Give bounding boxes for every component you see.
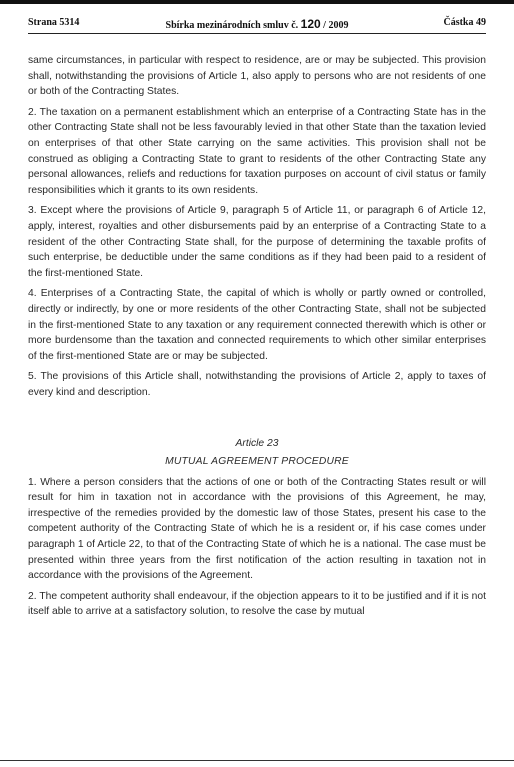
issue-year: / 2009 [323, 20, 349, 31]
article-23-title: Article 23 [235, 438, 279, 450]
article-23-paragraph-2: 2. The competent authority shall endeavour, if the objection appears to it to be justified and if it is not itself able to arrive at a satisfactory solution, to resolve the case by mutual [28, 590, 486, 618]
page-number-label: Strana 5314 [28, 17, 80, 28]
article-23-subtitle: MUTUAL AGREEMENT PROCEDURE [165, 456, 349, 468]
paragraph-4: 4. Enterprises of a Contracting State, the capital of which is wholly or partly owned or controlled, directly or indirectly, by one or more residents of the other Contracting State, shall not be subjected in the first-mentioned State to any taxation or any requirement connected therewith which is other or more burdensome than the taxation and connected requirements to which other similar enterprises of the first-mentioned State are or may be subjected. [28, 288, 486, 362]
collection-title [28, 17, 486, 31]
bottom-border-rule [0, 760, 514, 761]
page-body [28, 53, 486, 625]
paragraph-2: 2. The taxation on a permanent establishment which an enterprise of a Contracting State has in the other Contracting State shall not be less favourably levied in that other State than the taxation levied on enterprises of that other State carrying on the same activities. This provision shall not be construed as obliging a Contracting State to grant to residents of the other Contracting State any personal allowances, reliefs and reductions for taxation purposes on account of civil status or family responsibilities which it grants to its own residents. [28, 106, 486, 196]
header-divider [28, 33, 486, 34]
article-23-paragraph-1: 1. Where a person considers that the actions of one or both of the Contracting States result or will result for him in taxation not in accordance with the provisions of this Agreement, he may, irrespective of the remedies provided by the domestic law of those States, present his case to the competent authority of the Contracting State of which he is a resident or, if his case comes under paragraph 1 of Article 22, to that of the Contracting State of which he is a national. The case must be presented within three years from the first notification of the action resulting in taxation not in accordance with the provisions of the Agreement. [28, 476, 486, 582]
issue-number: 120 [300, 17, 321, 31]
paragraph-5: 5. The provisions of this Article shall, notwithstanding the provisions of Article 2, apply to taxes of every kind and description. [28, 371, 486, 398]
part-label: Částka 49 [443, 17, 486, 28]
paragraph-3: 3. Except where the provisions of Article 9, paragraph 5 of Article 11, or paragraph 6 of Article 12, apply, interest, royalties and other disbursements paid by an enterprise of a Contracting State to a resident of the other Contracting State shall, for the purpose of determining the taxable profits of such enterprise, be deductible under the same conditions as if they had been paid to a resident of the first-mentioned State. [28, 205, 486, 279]
page-header [28, 13, 486, 33]
collection-prefix: Sbírka mezinárodních smluv č. [165, 20, 299, 31]
paragraph-continuation: same circumstances, in particular with respect to residence, are or may be subjected. This provision shall, notwithstanding the provisions of Article 1, also apply to persons who are not residents of one or both of the Contracting States. [28, 55, 486, 98]
top-border-rule [0, 0, 514, 4]
